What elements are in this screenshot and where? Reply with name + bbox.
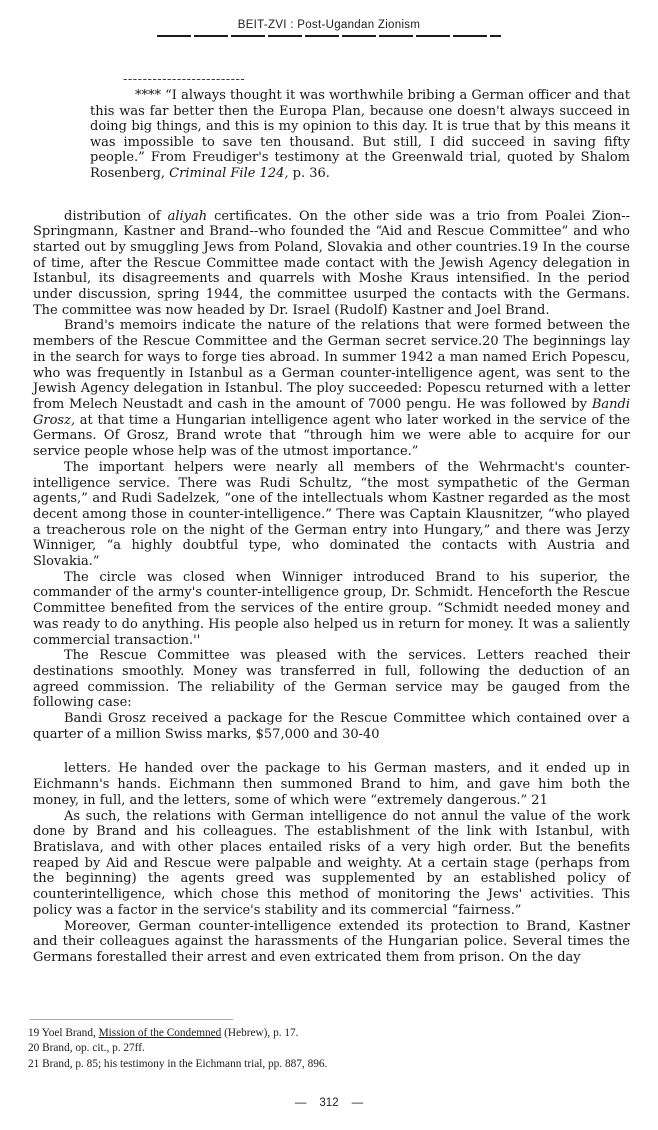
body-text-segment: Brand's memoirs indicate the nature of the relations that were formed between the members of the Rescue Committee and the German secret service.20 The beginnings lay in the search for ways to forge ties abroad. In summer 1942 a man named Erich Popescu, who was frequently in Istanbul as a German counter-intelligence agent, was sent to the Jewish Agency delegation in Istanbul. The ploy succeeded: Popescu returned with a letter from Melech Neustadt and cash in the amount of 7000 pengu. He was followed by — [33, 318, 630, 412]
footnote-text-segment: 19 Yoel Brand, — [28, 1027, 99, 1039]
body-text-segment: Moreover, German counter-intelligence extended its protection to Brand, Kastner and their colleagues against the harassments of the Hungarian police. Several times the Germans forestalled their arrest and even extricated them from prison. On the day — [33, 918, 630, 965]
paragraph — [33, 919, 630, 966]
paragraph — [33, 209, 630, 319]
body-text-segment: The Rescue Committee was pleased with the services. Letters reached their destinations smoothly. Money was transferred in full, following the deduction of an agreed commission. The reliability of the German service may be gauged from the following case: — [33, 648, 630, 711]
body-text-segment: Bandi Grosz received a package for the Rescue Committee which contained over a quarter of a million Swiss marks, $57,000 and 30-40 — [33, 711, 630, 742]
body-text — [33, 209, 630, 966]
paragraph — [33, 570, 630, 649]
page-number: 312 — [319, 1097, 339, 1109]
paragraph — [33, 809, 630, 919]
body-text-segment: aliyah — [167, 208, 208, 224]
quote-text-segment: p. 36. — [288, 165, 330, 181]
quote-text-segment: **** “I always thought it was worthwhile bribing a German officer and that this was far better then the Europa Plan, because one doesn't always succeed in doing big things, and this is my opinion to this day. It is true that by this means it was impossible to save ten thousand. But still, I did succeed in saving fifty people.” From Freudiger's testimony at the Greenwald trial, quoted by Shalom Rosenberg, — [90, 88, 630, 181]
body-text-segment: The important helpers were nearly all members of the Wehrmacht's counter-intelligence service. There was Rudi Schultz, “the most sympathetic of the German agents,” and Rudi Sadelzek, “one of the intellectuals whom Kastner regarded as the most decent among those in counter-intelligence.” There was Captain Klausnitzer, “who played a treacherous role on the night of the German entry into Hungary,” and there was Jerzy Winniger, “a highly doubtful type, who dominated the contacts with Austria and Slovakia.” — [33, 459, 630, 570]
footnotes — [28, 1026, 630, 1072]
footnote-text-segment: (Hebrew), p. 17. — [221, 1027, 299, 1039]
footnote-text-segment: 21 Brand, p. 85; his testimony in the Eichmann trial, pp. 887, 896. — [28, 1057, 328, 1070]
header-underline-rule — [157, 35, 501, 37]
paragraph — [33, 711, 630, 742]
body-text-segment: at that time a Hungarian intelligence agent who later worked in the service of the Germans. Of Grosz, Brand wrote that “through him we were able to acquire for our service people whose help was of the utmost importance.” — [33, 412, 630, 460]
footnote-text-segment: Mission of the Condemned — [98, 1027, 222, 1039]
body-text-segment: The circle was closed when Winniger introduced Brand to his superior, the commander of the army's counter-intelligence group, Dr. Schmidt. Henceforth the Rescue Committee benefited from the services of the entire group. “Schmidt needed money and was ready to do anything. His people also helped us in return for money. It was a saliently commercial transaction.'' — [33, 569, 630, 648]
body-text-segment: Bandi Grosz, — [33, 397, 630, 428]
paragraph — [33, 761, 630, 808]
footnote-item — [28, 1041, 630, 1056]
paragraph — [33, 460, 630, 570]
body-text-segment: distribution of — [64, 208, 168, 224]
quote-text-segment: Criminal File 124, — [169, 165, 289, 181]
footnote-item — [28, 1057, 630, 1072]
body-text-segment: As such, the relations with German intelligence do not annul the value of the work done by Brand and his colleagues. The establishment of the link with Istanbul, with Bratislava, and with other places entailed risks of a very high order. But the benefits reaped by Aid and Rescue were palpable and weighty. At a certain stage (perhaps from the beginning) the agents greed was supplemented by an established policy of counterintelligence, which chose this method of monitoring the Jews' activities. This policy was a factor in the service's stability and its commercial “fairness.” — [33, 808, 630, 918]
paragraph — [33, 318, 630, 459]
quote-paragraph — [90, 88, 630, 182]
footnote-divider — [30, 1019, 233, 1020]
footer-dash-left: — — [294, 1097, 307, 1109]
quote-dashes: ------------------------- — [123, 72, 246, 87]
footer-dash-right: — — [351, 1097, 364, 1109]
paragraph — [33, 648, 630, 711]
body-text-segment: letters. He handed over the package to his German masters, and it ended up in Eichmann's hands. Eichmann then summoned Brand to him, and gave him both the money, in full, and the letters, some of which were “extremely dangerous.” 21 — [33, 761, 630, 808]
page-footer — [0, 1097, 658, 1109]
quote-block — [90, 73, 630, 182]
footnote-item — [28, 1026, 630, 1041]
footnote-text-segment: 20 Brand, op. cit., p. 27ff. — [28, 1042, 145, 1055]
body-text-segment: certificates. On the other side was a trio from Poalei Zion--Springmann, Kastner and Brand--who founded the “Aid and Rescue Committee” and who started out by smuggling Jews from Poland, Slovakia and other countries.19 In the course of time, after the Rescue Committee made contact with the Jewish Agency delegation in Istanbul, its disagreements and quarrels with Moshe Kraus intensified. In the period under discussion, spring 1944, the committee usurped the contacts with the Germans. The committee was now headed by Dr. Israel (Rudolf) Kastner and Joel Brand. — [33, 208, 630, 318]
page-header-title: BEIT-ZVI : Post-Ugandan Zionism — [237, 19, 421, 31]
